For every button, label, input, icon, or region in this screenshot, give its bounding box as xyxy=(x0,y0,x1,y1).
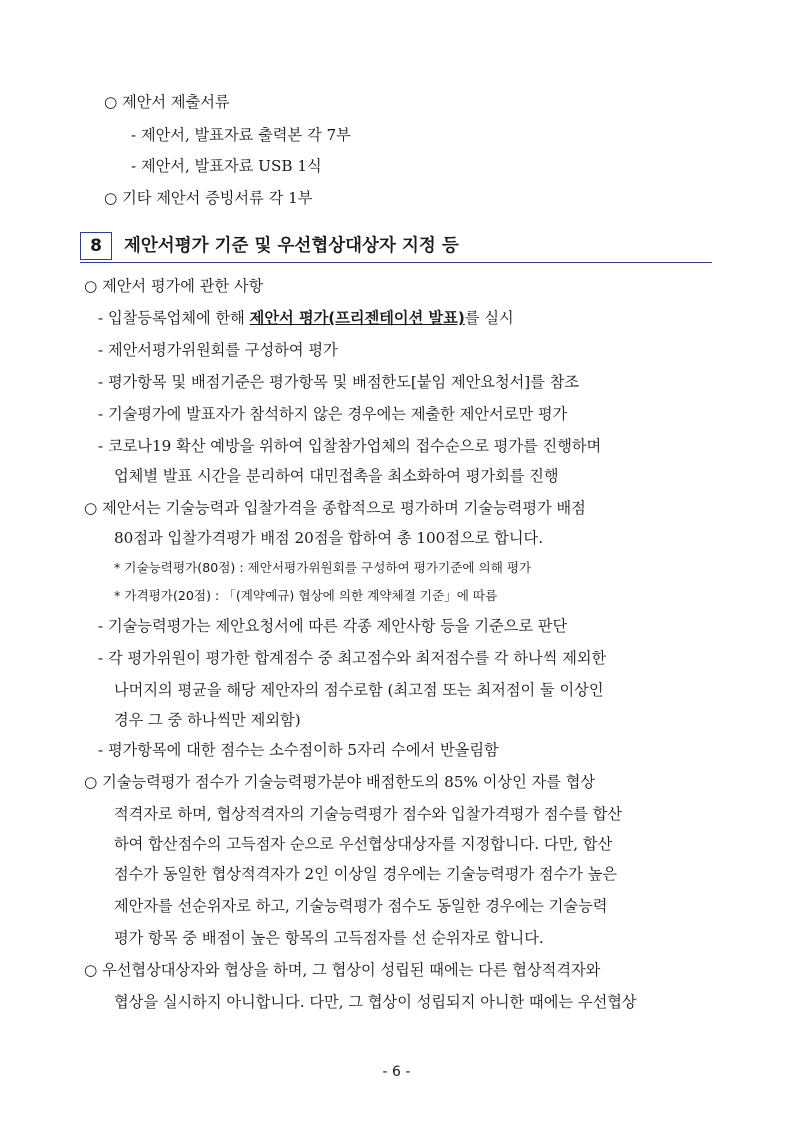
text-line: ○ 우선협상대상자와 협상을 하며, 그 협상이 성립된 때에는 다른 협상적격자와 xyxy=(84,961,601,979)
section-header xyxy=(80,232,712,263)
text-line: - 각 평가위원이 평가한 합계점수 중 최고점수와 최저점수를 각 하나씩 제외한 xyxy=(98,649,607,667)
text-line: - 기술평가에 발표자가 참석하지 않은 경우에는 제출한 제안서로만 평가 xyxy=(98,405,568,423)
text-line: - 평가항목에 대한 점수는 소수점이하 5자리 수에서 반올림함 xyxy=(98,741,499,759)
section-number: 8 xyxy=(80,232,112,260)
text-line: - 제안서, 발표자료 출력본 각 7부 xyxy=(131,126,351,144)
text-line: 나머지의 평균을 해당 제안자의 점수로함 (최고점 또는 최저점이 둘 이상인 xyxy=(114,681,604,699)
text-span: 를 실시 xyxy=(464,309,514,327)
text-line: ○ 제안서는 기술능력과 입찰가격을 종합적으로 평가하며 기술능력평가 배점 xyxy=(84,499,586,517)
text-line: 하여 합산점수의 고득점자 순으로 우선협상대상자를 지정합니다. 다만, 합산 xyxy=(114,835,613,853)
text-span: - 입찰등록업체에 한해 xyxy=(98,309,250,327)
note-line: * 가격평가(20점) : 「(계약예규) 협상에 의한 계약체결 기준」에 따름 xyxy=(114,588,498,603)
text-line: ○ 제안서 평가에 관한 사항 xyxy=(84,277,264,295)
text-line: - 평가항목 및 배점기준은 평가항목 및 배점한도[붙임 제안요청서]를 참조 xyxy=(98,373,580,391)
text-line: 80점과 입찰가격평가 배점 20점을 합하여 총 100점으로 합니다. xyxy=(114,529,544,547)
text-line: - 코로나19 확산 예방을 위하여 입찰참가업체의 접수순으로 평가를 진행하며 xyxy=(98,437,602,455)
text-line: 협상을 실시하지 아니합니다. 다만, 그 협상이 성립되지 아니한 때에는 우선협상 xyxy=(114,993,637,1011)
text-line xyxy=(98,307,514,329)
page-number: - 6 - xyxy=(382,1064,411,1080)
text-line: 제안자를 선순위자로 하고, 기술능력평가 점수도 동일한 경우에는 기술능력 xyxy=(114,897,608,915)
emphasis-text: 제안서 평가(프리젠테이션 발표) xyxy=(249,309,465,327)
text-line: ○ 제안서 제출서류 xyxy=(104,93,230,111)
text-line: ○ 기타 제안서 증빙서류 각 1부 xyxy=(104,189,313,207)
text-line: ○ 기술능력평가 점수가 기술능력평가분야 배점한도의 85% 이상인 자를 협상 xyxy=(84,773,596,791)
note-line: * 기술능력평가(80점) : 제안서평가위원회를 구성하여 평가기준에 의해 평가 xyxy=(114,560,532,575)
text-line: 경우 그 중 하나씩만 제외함) xyxy=(114,711,301,729)
text-line: - 기술능력평가는 제안요청서에 따른 각종 제안사항 등을 기준으로 판단 xyxy=(98,617,568,635)
text-line: 업체별 발표 시간을 분리하여 대민접촉을 최소화하여 평가회를 진행 xyxy=(114,467,559,485)
text-line: - 제안서, 발표자료 USB 1식 xyxy=(131,157,322,175)
text-line: - 제안서평가위원회를 구성하여 평가 xyxy=(98,341,338,359)
text-line: 평가 항목 중 배점이 높은 항목의 고득점자를 선 순위자로 합니다. xyxy=(114,929,544,947)
text-line: 점수가 동일한 협상적격자가 2인 이상일 경우에는 기술능력평가 점수가 높은 xyxy=(114,865,618,883)
section-title: 제안서평가 기준 및 우선협상대상자 지정 등 xyxy=(124,236,459,256)
text-line: 적격자로 하며, 협상적격자의 기술능력평가 점수와 입찰가격평가 점수를 합산 xyxy=(114,805,623,823)
